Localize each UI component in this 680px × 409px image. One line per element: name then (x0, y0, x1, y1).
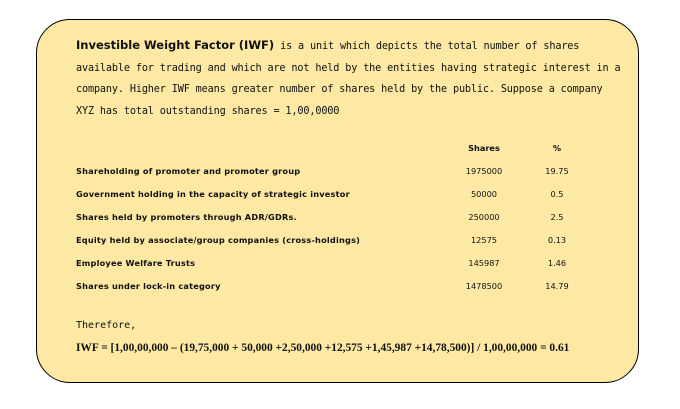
row-label: Equity held by associate/group companies (cross-holdings) (76, 235, 361, 245)
table-header (76, 141, 596, 164)
iwf-term: Investible Weight Factor (IWF) (76, 38, 275, 52)
row-percent: 2.5 (550, 212, 564, 222)
row-label: Employee Welfare Trusts (76, 258, 196, 268)
row-label: Shares under lock-in category (76, 281, 221, 291)
row-shares: 1975000 (465, 166, 503, 176)
table-row (76, 233, 596, 256)
intro-paragraph (76, 35, 621, 122)
row-shares: 250000 (468, 212, 500, 222)
therefore-label: Therefore, (76, 320, 137, 331)
row-percent: 0.13 (547, 235, 567, 245)
table-row (76, 164, 596, 187)
table-row (76, 210, 596, 233)
table-row (76, 256, 596, 279)
info-card (36, 19, 639, 383)
row-percent: 1.46 (547, 258, 567, 268)
table-row (76, 187, 596, 210)
row-shares: 12575 (470, 235, 498, 245)
shareholding-table (76, 141, 596, 302)
row-shares: 1478500 (465, 281, 503, 291)
row-shares: 50000 (470, 189, 498, 199)
intro-text: is a unit which depicts the total number of shares available for trading and which are not held by the entities having strategic interest in a company. Higher IWF means greater number of shares held by the public. Suppose a company XYZ has total outstanding shares = 1,00,0000 (76, 41, 621, 117)
row-percent: 19.75 (545, 166, 569, 176)
row-percent: 0.5 (550, 189, 564, 199)
iwf-formula: IWF = [1,00,00,000 – (19,75,000 + 50,000 +2,50,000 +12,575 +1,45,987 +14,78,500)] / 1,00,00,000 = 0.61 (76, 342, 570, 354)
row-percent: 14.79 (545, 281, 569, 291)
row-label: Shareholding of promoter and promoter group (76, 166, 301, 176)
shares-column-header: Shares (468, 143, 500, 153)
table-row (76, 279, 596, 302)
row-shares: 145987 (468, 258, 500, 268)
row-label: Government holding in the capacity of strategic investor (76, 189, 350, 199)
row-label: Shares held by promoters through ADR/GDRs. (76, 212, 297, 222)
percent-column-header: % (552, 143, 562, 153)
